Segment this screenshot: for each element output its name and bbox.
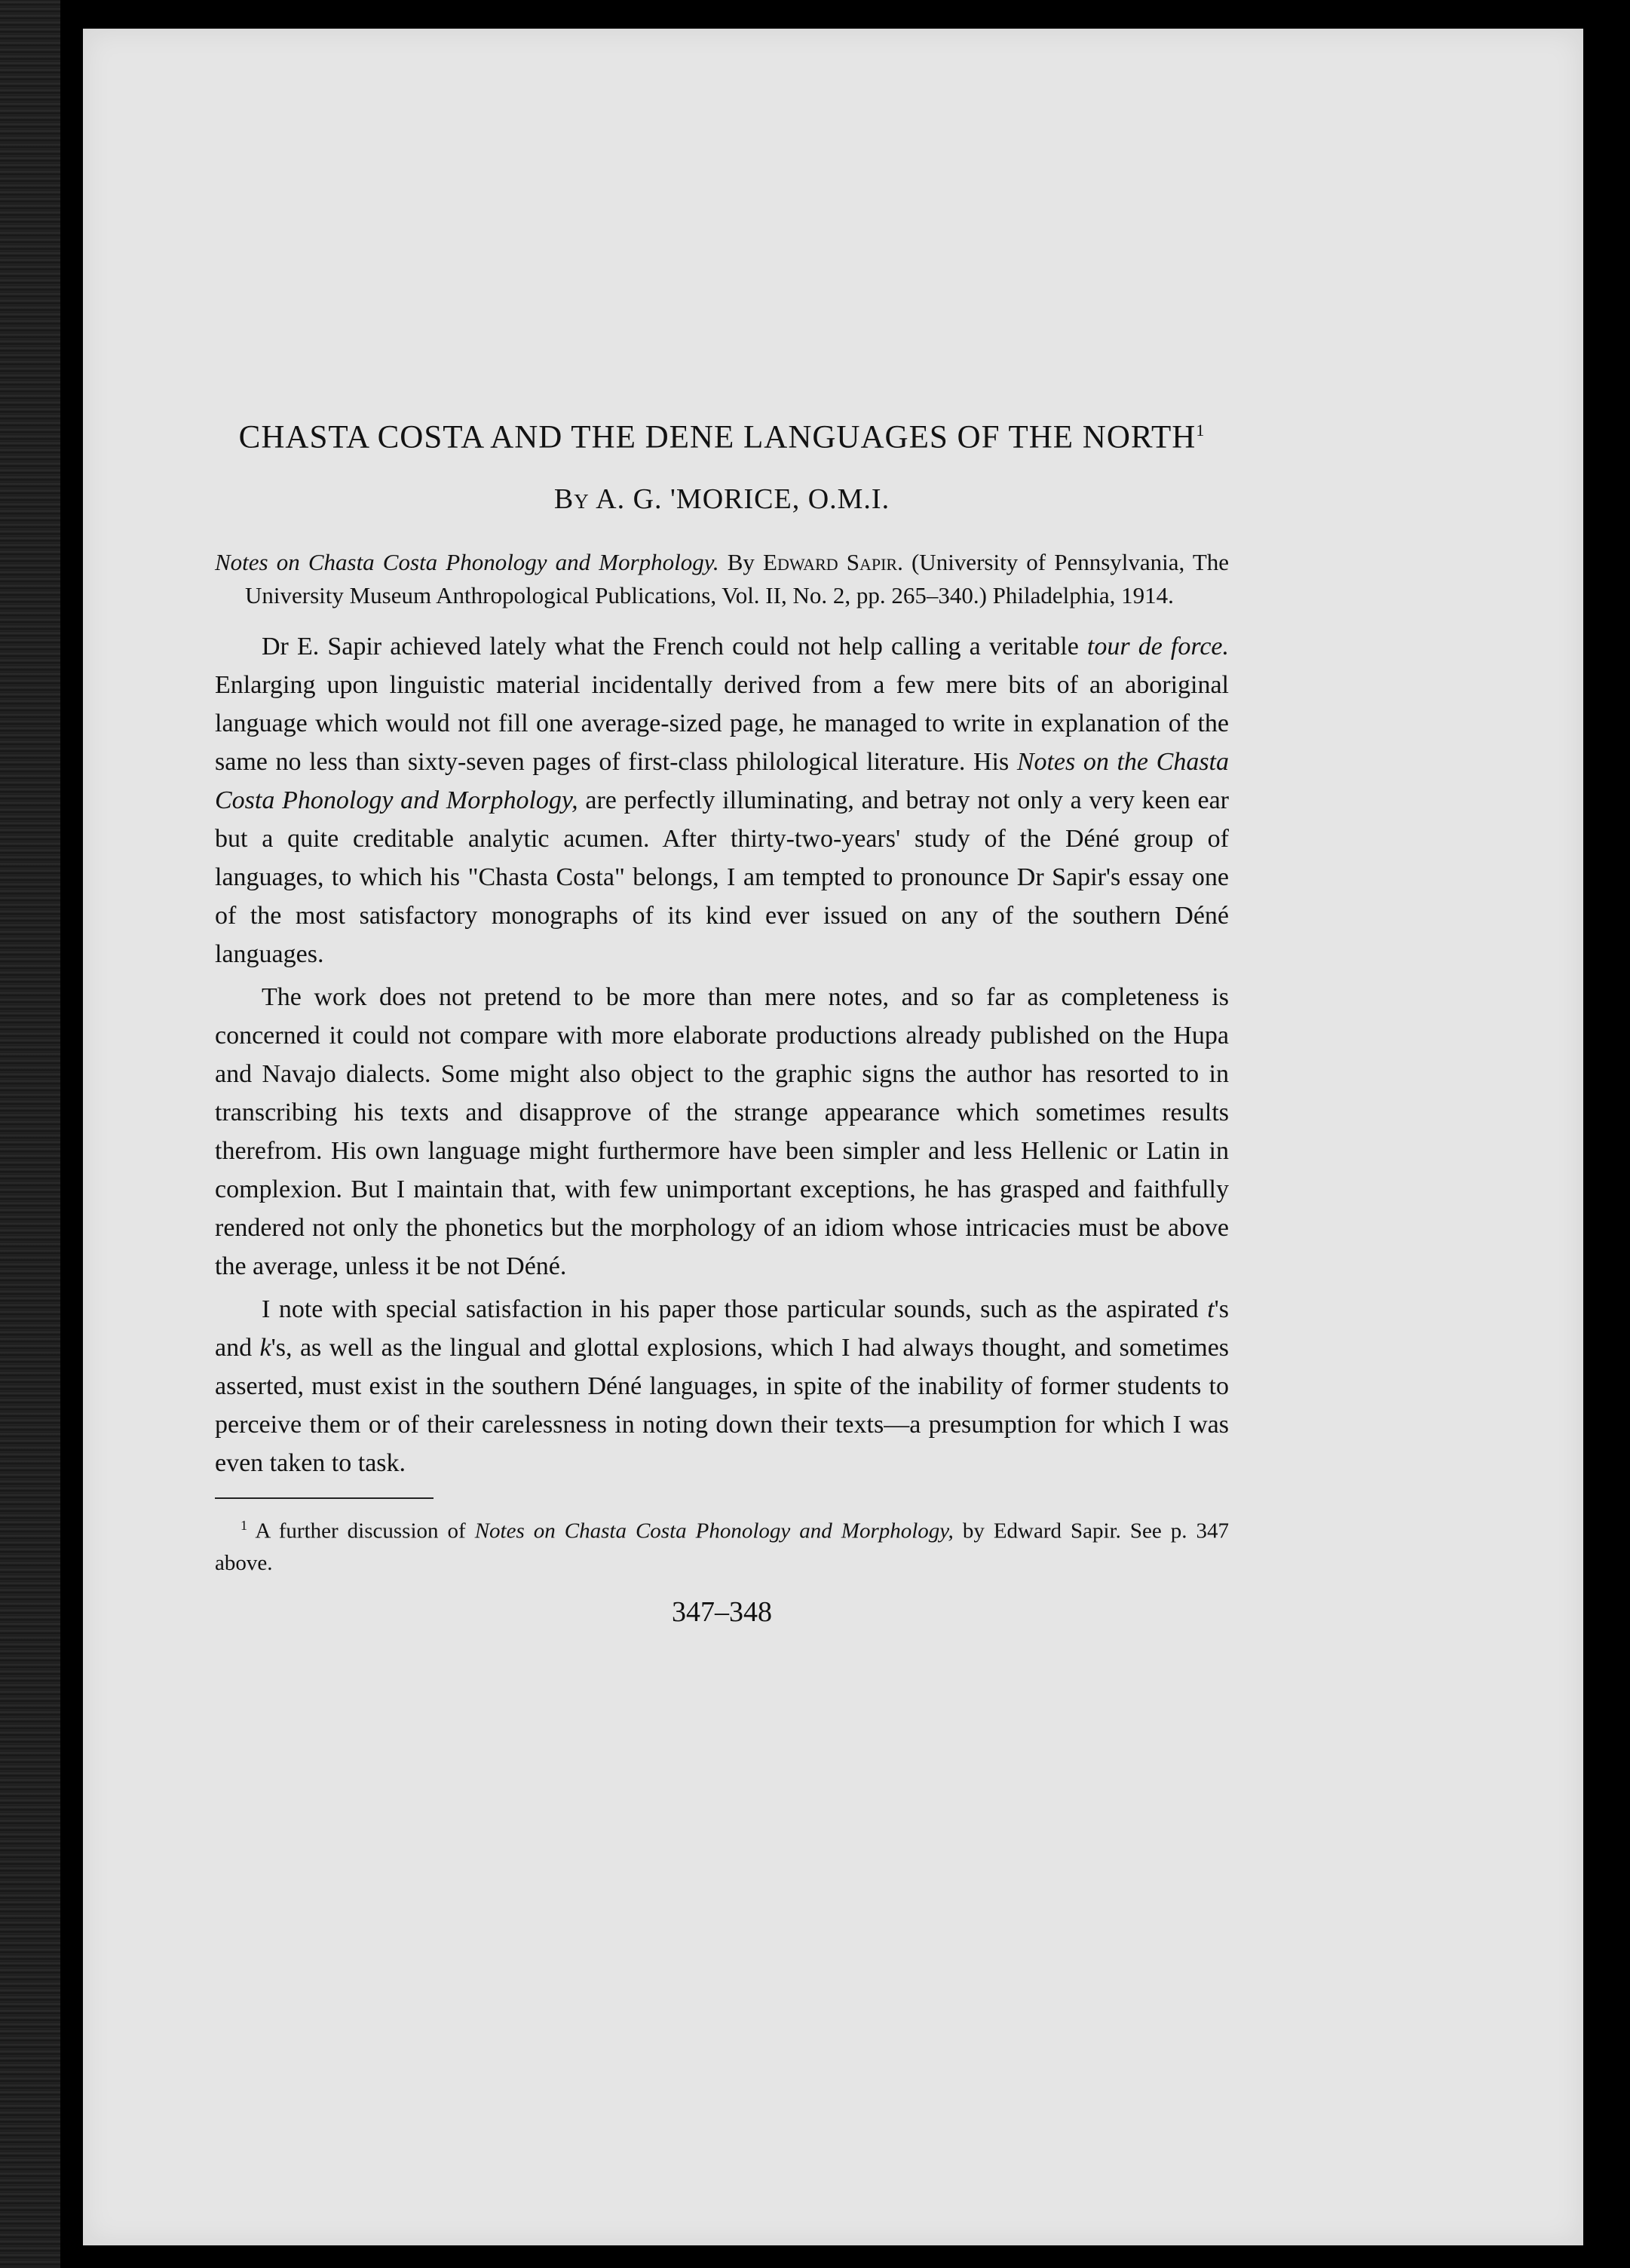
article-title <box>215 411 1229 457</box>
citation-by: By <box>727 549 755 576</box>
paragraph-3-text-a: I note with special satisfaction in his paper those particular sounds, such as the aspirated <box>262 1295 1199 1324</box>
article-title-text: CHASTA COSTA AND THE DENE LANGUAGES OF THE NORTH <box>238 419 1196 455</box>
paragraph-3 <box>215 1290 1229 1482</box>
paragraph-1-text-c: Enlarging upon linguistic material incidentally derived from a few mere bits of an aboriginal language which would not fill one average-sized page, he managed to write in explanation of the same no less than sixty-seven pages of first-class philological literature. His <box>215 671 1229 777</box>
paragraph-3-italic-k: k <box>259 1334 271 1362</box>
reviewed-work-citation <box>215 546 1229 612</box>
article-body <box>215 411 1229 1629</box>
footnote <box>215 1509 1229 1579</box>
paragraph-1 <box>215 627 1229 973</box>
book-binding-edge <box>0 0 60 2268</box>
footnote-italic-title: Notes on Chasta Costa Phonology and Morphology, <box>474 1519 954 1543</box>
paragraph-2: The work does not pretend to be more than mere notes, and so far as completeness is concerned it could not compare with more elaborate productions already published on the Hupa and Navajo dialects. Some might also object to the graphic signs the author has resorted to in transcribing his texts and disapprove of the strange appearance which sometimes results therefrom. His own language might furthermore have been simpler and less Hellenic or Latin in complexion. But I maintain that, with few unimportant exceptions, he has grasped and faithfully rendered not only the phonetics but the morphology of an idiom whose intricacies must be above the average, unless it be not Déné. <box>215 983 1229 1281</box>
paragraph-3-text-b: 's and <box>215 1295 1230 1362</box>
paragraph-1-text-e: are perfectly illuminating, and betray not only a very keen ear but a quite creditable analytic acumen. After thirty-two-years' study of the Déné group of languages, to which his "Chasta Costa" belongs, I am tempted to pronounce Dr Sapir's essay one of the most satisfactory monographs of its kind ever issued on any of the southern Déné languages. <box>215 786 1229 969</box>
footnote-marker: 1 <box>241 1518 247 1534</box>
title-footnote-marker: 1 <box>1196 421 1206 440</box>
footnote-rule <box>215 1497 434 1499</box>
paragraph-1-text-a: Dr E. Sapir achieved lately what the French could not help calling a veritable <box>262 633 1079 661</box>
author-name: A. G. 'MORICE, O.M.I. <box>596 483 890 516</box>
page-numbers: 347–348 <box>672 1595 772 1628</box>
paragraph-3-text-c: 's, as well as the lingual and glottal explosions, which I had always thought, and sometimes asserted, must exist in the southern Déné languages, in spite of the inability of former students to perceive them or of their carelessness in noting down their texts—a presumption for which I was even taken to task. <box>215 1334 1230 1478</box>
paragraph-1-italic-title: Notes on the Chasta Costa Phonology and Morphology, <box>215 748 1229 815</box>
footnote-text-c: by Edward Sapir. See p. 347 above. <box>215 1519 1230 1575</box>
citation-details: (University of Pennsylvania, The University Museum Anthropological Publications, Vol. II, No. 2, pp. 265–340.) Philadelphia, 1914. <box>245 549 1230 609</box>
citation-author: Edward Sapir. <box>763 549 903 576</box>
paragraph-1-italic-phrase: tour de force. <box>1086 633 1230 661</box>
byline <box>215 483 1229 516</box>
footnote-text-a: A further discussion of <box>255 1519 466 1543</box>
paragraph-3-italic-t: t <box>1207 1295 1215 1324</box>
byline-by: By <box>553 483 590 516</box>
citation-work-title: Notes on Chasta Costa Phonology and Morphology. <box>215 549 719 576</box>
